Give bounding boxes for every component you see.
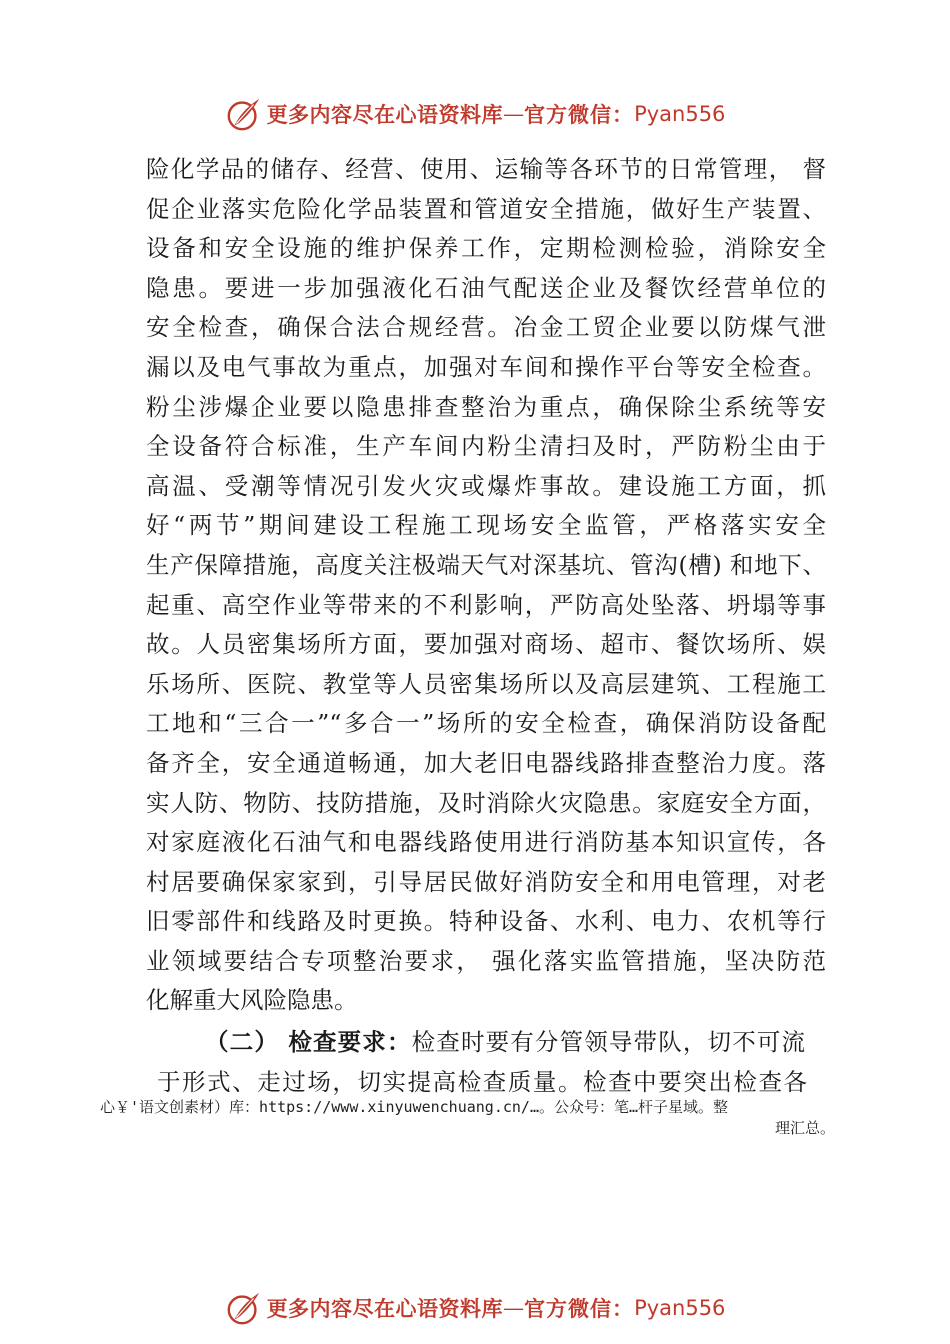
banner-separator: —: [503, 102, 525, 126]
footnote-line-2: 理汇总。: [774, 1119, 835, 1137]
body-line: 实人防、物防、技防措施，及时消除火灾隐患。家庭安全方面，: [146, 788, 826, 817]
body-line: 生产保障措施，高度关注极端天气对深基坑、管沟(槽) 和地下、: [146, 550, 826, 579]
quill-pen-logo-icon: [225, 1289, 263, 1327]
body-line: 设备和安全设施的维护保养工作，定期检测检验，消除安全: [146, 234, 826, 263]
requirement-heading: （二） 检查要求：: [205, 1028, 412, 1056]
body-line: 隐患。要进一步加强液化石油气配送企业及餐饮经营单位的: [146, 273, 826, 302]
banner-separator: —: [503, 1296, 525, 1320]
body-line: 旧零部件和线路及时更换。特种设备、水利、电力、农机等行: [146, 907, 826, 936]
requirement-continuation: 于形式、走过场，切实提高检查质量。检查中要突出检查各: [157, 1068, 807, 1096]
body-line: 对家庭液化石油气和电器线路使用进行消防基本知识宣传，各: [146, 828, 826, 857]
banner-wechat-id: Pyan556: [634, 1296, 726, 1320]
banner-wechat-label: 官方微信：: [524, 102, 635, 127]
body-line: 全设备符合标准，生产车间内粉尘清扫及时，严防粉尘由于: [146, 432, 826, 461]
footer-banner: [0, 1286, 950, 1330]
requirement-text: 检查时要有分管领导带队，切不可流: [411, 1028, 806, 1056]
body-paragraph: [146, 150, 826, 1021]
source-footnote: [100, 1097, 845, 1139]
body-line: 业领域要结合专项整治要求， 强化落实监管措施，坚决防范: [146, 946, 826, 975]
banner-wechat-id: Pyan556: [634, 102, 726, 126]
requirement-line: [205, 1022, 805, 1062]
footnote-line-1: 心￥'语文创素材）库：https://www.xinyuwenchuang.cn/…。公众号：笔…杆子星域。整: [100, 1098, 729, 1116]
body-line: 起重、高空作业等带来的不利影响，严防高处坠落、坍塌等事: [146, 590, 826, 619]
body-line: 乐场所、医院、教堂等人员密集场所以及高层建筑、工程施工: [146, 669, 826, 698]
banner-wechat-label: 官方微信：: [524, 1296, 635, 1321]
body-line: 险化学品的储存、经营、使用、运输等各环节的日常管理， 督: [146, 155, 826, 183]
banner-title: 更多内容尽在心语资料库: [266, 102, 504, 127]
body-line: 安全检查，确保合法合规经营。冶金工贸企业要以防煤气泄: [146, 313, 826, 342]
body-line: 故。人员密集场所方面，要加强对商场、超市、餐饮场所、娱: [146, 630, 826, 659]
banner-title: 更多内容尽在心语资料库: [266, 1296, 504, 1321]
body-line: 高温、受潮等情况引发火灾或爆炸事故。建设施工方面，抓: [146, 471, 826, 500]
quill-pen-logo-icon: [225, 95, 263, 133]
body-line: 村居要确保家家到，引导居民做好消防安全和用电管理，对老: [146, 867, 826, 896]
body-line: 好“两节”期间建设工程施工现场安全监管，严格落实安全: [146, 511, 826, 540]
body-line: 促企业落实危险化学品装置和管道安全措施，做好生产装置、: [146, 194, 826, 223]
body-line: 备齐全，安全通道畅通，加大老旧电器线路排查整治力度。落: [146, 748, 826, 777]
body-line: 粉尘涉爆企业要以隐患排查整治为重点，确保除尘系统等安: [146, 392, 826, 421]
body-line: 漏以及电气事故为重点，加强对车间和操作平台等安全检查。: [146, 352, 826, 381]
header-banner: [0, 92, 950, 136]
body-line: 工地和“三合一”“多合一”场所的安全检查，确保消防设备配: [146, 709, 826, 738]
body-line: 化解重大风险隐患。: [146, 986, 358, 1015]
